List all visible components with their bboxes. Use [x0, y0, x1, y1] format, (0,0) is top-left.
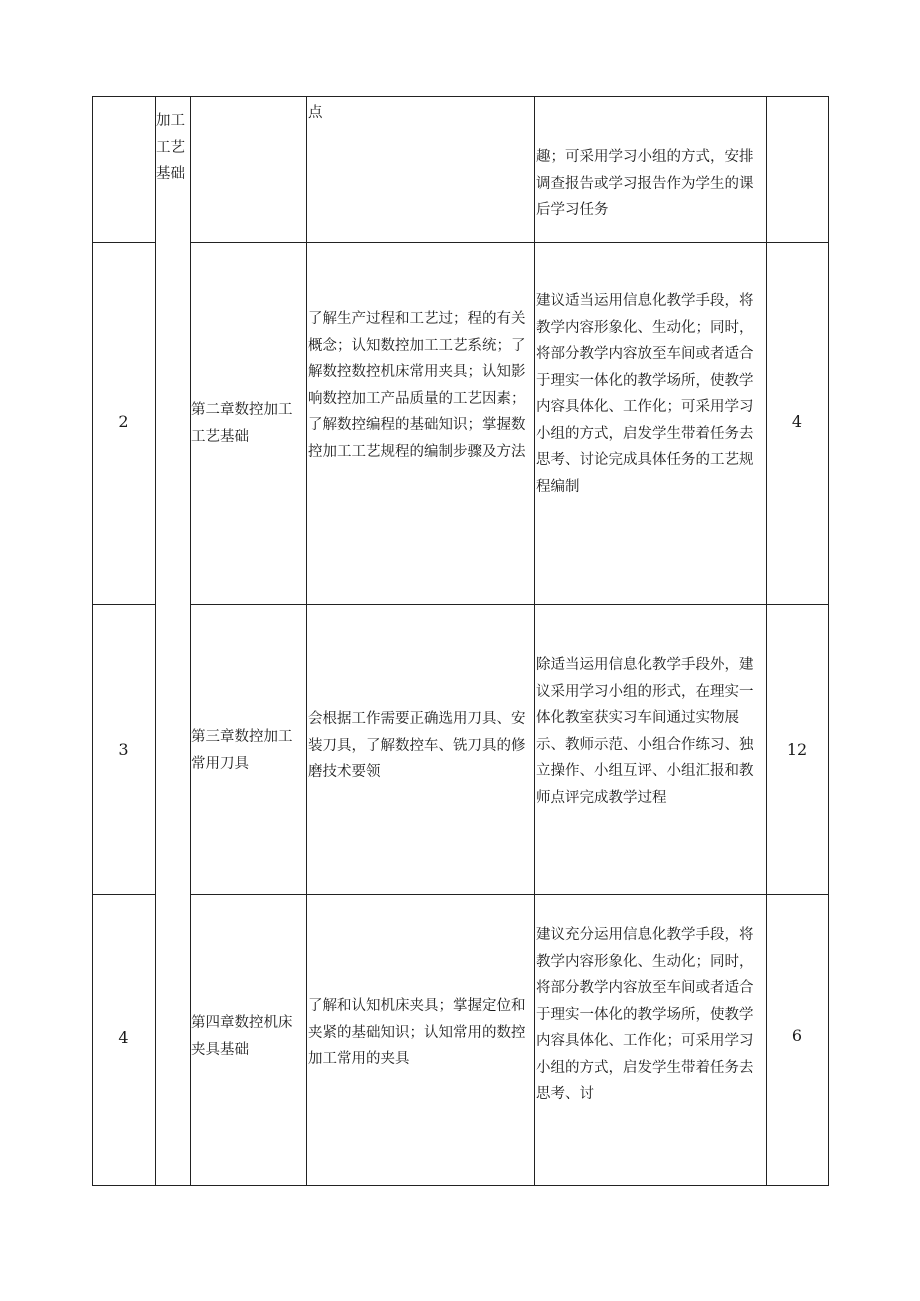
- seq-cell: 2: [118, 412, 129, 431]
- column-divider: [306, 96, 307, 1186]
- column-divider: [155, 96, 156, 1186]
- column-divider: [766, 96, 767, 1186]
- hours-cell: 12: [786, 740, 808, 759]
- table-border-bottom: [92, 1185, 829, 1186]
- row-divider: [92, 604, 155, 605]
- seq-cell: 4: [118, 1028, 129, 1047]
- suggestion-cell: 趣；可采用学习小组的方式，安排调查报告或学习报告作为学生的课后学习任务: [536, 149, 754, 218]
- hours-cell: 4: [791, 412, 803, 431]
- seq-cell: 3: [118, 740, 129, 759]
- row-divider: [92, 242, 155, 243]
- hours-cell: 6: [791, 1026, 803, 1045]
- objective-cell: 点: [308, 105, 323, 121]
- chapter-cell: 第四章数控机床夹具基础: [191, 1015, 293, 1058]
- suggestion-cell: 建议适当运用信息化教学手段，将教学内容形象化、生动化；同时，将部分教学内容放至车间或者适合于理实一体化的教学场所，使教学内容具体化、工作化；可采用学习小组的方式，启发学生带着任务去思考、讨论完成具体任务的工艺规程编制: [536, 293, 754, 495]
- chapter-cell: 第二章数控加工工艺基础: [191, 402, 293, 445]
- objective-cell: 了解和认知机床夹具；掌握定位和夹紧的基础知识；认知常用的数控加工常用的夹具: [308, 998, 526, 1067]
- module-cell: 加工工艺基础: [156, 113, 185, 182]
- objective-cell: 会根据工作需要正确选用刀具、安装刀具，了解数控车、铣刀具的修磨技术要领: [308, 711, 526, 780]
- course-table: [92, 96, 829, 1186]
- table-border-top: [92, 96, 829, 97]
- table-border-right: [828, 96, 829, 1186]
- row-divider: [190, 242, 829, 243]
- suggestion-cell: 建议充分运用信息化教学手段，将教学内容形象化、生动化；同时，将部分教学内容放至车间或者适合于理实一体化的教学场所，使教学内容具体化、工作化；可采用学习小组的方式，启发学生带着任务去思考、讨: [536, 927, 754, 1102]
- column-divider: [534, 96, 535, 1186]
- row-divider: [190, 894, 829, 895]
- objective-cell: 了解生产过程和工艺过；程的有关概念；认知数控加工工艺系统；了解数控数控机床常用夹具；认知影响数控加工产品质量的工艺因素；了解数控编程的基础知识；掌握数控加工工艺规程的编制步骤及方法: [308, 311, 526, 460]
- suggestion-cell: 除适当运用信息化教学手段外，建议采用学习小组的形式，在理实一体化教室获实习车间通过实物展示、教师示范、小组合作练习、独立操作、小组互评、小组汇报和教师点评完成教学过程: [536, 657, 754, 806]
- row-divider: [190, 604, 829, 605]
- row-divider: [92, 894, 155, 895]
- table-border-left: [92, 96, 93, 1186]
- chapter-cell: 第三章数控加工常用刀具: [191, 729, 293, 772]
